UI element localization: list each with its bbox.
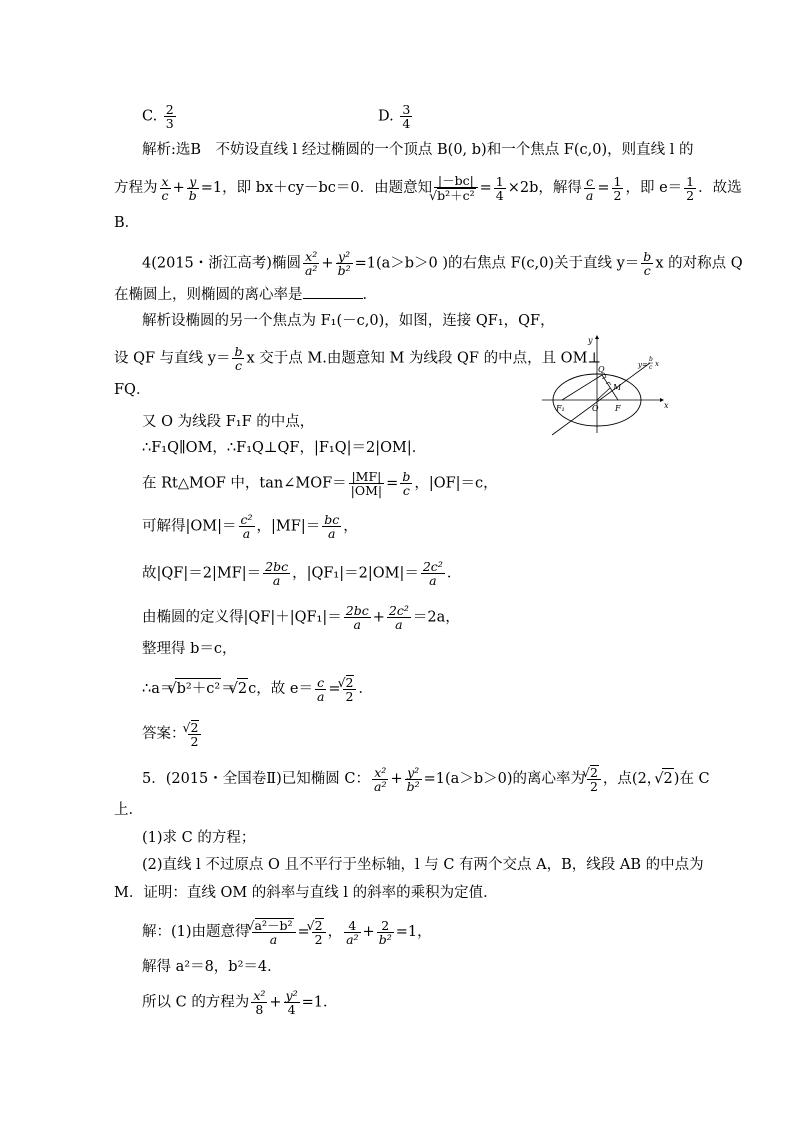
- q5-question-line2: 上．: [114, 802, 143, 818]
- q5-part2-line1: (2)直线 l 不过原点 O 且不平行于坐标轴，l 与 C 有两个交点 A，B，线段 AB 的中点为: [142, 857, 704, 873]
- q4-solution-line2: 设 QF 与直线 y＝ $\frac{b}{c}$ x 交于点 M.由题意知 M 为线段 QF 的中点，且 OM⊥: [114, 344, 602, 373]
- label-f: F: [615, 404, 621, 413]
- q3-solution-line2: 方程为 $\frac{x}{c}$ + $\frac{y}{b}$ =1，即 bx＋cy－bc＝0．由题意知 |－bc| √ b²＋c² = $\frac{1}{4}$ ×2b，解得 $\frac{c}{a}$ = $\frac{1}{2}$ ，即 e＝ $\frac{1}{2}$ ．故选: [114, 174, 742, 202]
- q4-solution-line4: 又 O 为线段 F₁F 的中点，: [142, 414, 315, 430]
- label-f1: F₁: [556, 404, 565, 413]
- label-line-x: x: [655, 360, 659, 368]
- label-y-axis: y: [588, 336, 593, 345]
- answer-blank: [303, 284, 363, 299]
- option-d: [378, 103, 414, 130]
- q5-part2-line2: M．证明：直线 OM 的斜率与直线 l 的斜率的乘积为定值．: [114, 885, 498, 901]
- label-line-b: b: [649, 356, 653, 363]
- q4-solution-line1: 解析设椭圆的另一个焦点为 F₁(－c,0)，如图，连接 QF₁，QF，: [142, 313, 555, 329]
- q4-question-line1: 4(2015・浙江高考)椭圆 $\frac{\text{x²}}{\text{a²}}$ + $\frac{\text{y²}}{\text{b²}}$ =1(a＞b＞0 )的右焦点 F(c,0)关于直线 y＝ $\frac{b}{c}$ x 的对称点 Q: [142, 249, 743, 278]
- q4-solution-line11: ∴a＝√ b²＋c²＝√ 2c，故 e＝ $\frac{c}{a}$ = √ $\frac{2}{2}$ ．: [142, 675, 373, 703]
- label-x-axis: x: [664, 401, 669, 410]
- q5-question-line1: 5．(2015・全国卷Ⅱ)已知椭圆 C： $\frac{\text{x²}}{\text{a²}}$ + $\frac{\text{y²}}{\text{b²}}$ =1(a＞b＞0)的离心率为 √ $\frac{2}{2}$ ，点(2，√ 2)在 C: [142, 765, 710, 793]
- label-line-c: c: [649, 364, 653, 371]
- q4-solution-line6: 在 Rt△MOF 中，tan∠MOF＝ $\frac{|MF|}{|OM|}$ = $\frac{b}{c}$ ，|OF|＝c，: [142, 469, 498, 498]
- q5-solution-line3: 所以 C 的方程为 $\frac{\text{x²}}{8}$ + $\frac{\text{y²}}{4}$ =1．: [142, 988, 338, 1017]
- q4-answer: 答案： √ $\frac{2}{2}$: [142, 720, 203, 748]
- label-o: O: [592, 404, 599, 413]
- y-axis-arrow: [595, 335, 599, 339]
- q5-solution-line2: 解得 a²＝8，b²＝4．: [142, 959, 282, 975]
- q4-solution-line10: 整理得 b＝c，: [142, 641, 237, 657]
- segment-f1q: [562, 375, 602, 400]
- option-c-fraction: $\frac{2}{3}$: [165, 102, 174, 131]
- label-q: Q: [598, 365, 605, 374]
- q4-solution-line9: 由椭圆的定义得|QF|＋|QF₁|＝ $\frac{2bc}{a}$ + $\frac{\text{2c²}}{a}$ ＝2a，: [142, 603, 460, 632]
- option-c-label: C.: [142, 108, 158, 125]
- option-d-fraction: $\frac{3}{4}$: [402, 102, 411, 131]
- q4-solution-line8: 故|QF|＝2|MF|＝ $\frac{2bc}{a}$ ，|QF₁|＝2|OM|＝ $\frac{\text{2c²}}{a}$ ．: [142, 559, 462, 588]
- q3-solution-line3: B．: [114, 215, 140, 231]
- q4-solution-line7: 可解得|OM|＝ $\frac{\text{c²}}{a}$ ，|MF|＝ $\frac{bc}{a}$ ，: [142, 512, 358, 541]
- option-c: [142, 103, 178, 130]
- q5-part1: (1)求 C 的方程；: [142, 830, 256, 846]
- label-line-y: y=: [638, 361, 648, 369]
- ellipse-figure: [540, 333, 670, 436]
- label-m: M: [613, 383, 622, 392]
- q4-solution-line5: ∴F₁Q∥OM，∴F₁Q⊥QF，|F₁Q|＝2|OM|．: [142, 440, 427, 456]
- q4-solution-line3: FQ．: [114, 382, 151, 398]
- q3-solution-line1: 解析:选B 不妨设直线 l 经过椭圆的一个顶点 B(0, b)和一个焦点 F(c,0)，则直线 l 的: [142, 142, 694, 158]
- q5-solution-line1: 解：(1)由题意得 √ $\frac{\text{a²－b²}}{a}$ = √ $\frac{2}{2}$ ， $\frac{4}{\text{a²}}$ + $\frac{2}{\text{b²}}$ =1，: [142, 918, 432, 946]
- option-d-label: D.: [378, 108, 394, 125]
- q4-question-line2: 在椭圆上，则椭圆的离心率是 ．: [114, 284, 377, 305]
